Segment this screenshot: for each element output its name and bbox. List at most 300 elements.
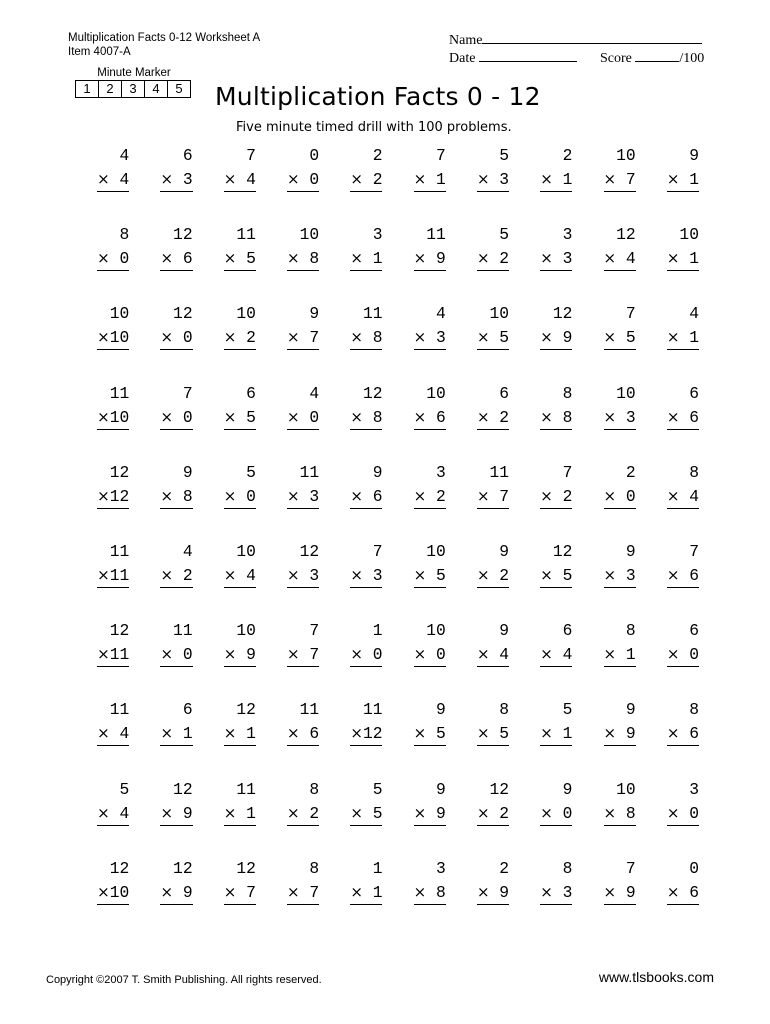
multiplicand: 12 xyxy=(236,858,256,878)
multiplier-line xyxy=(667,486,699,509)
problem xyxy=(511,780,574,859)
problem-row xyxy=(68,780,701,859)
problem xyxy=(574,463,637,542)
multiplier-line xyxy=(477,565,509,588)
times-sign: × xyxy=(540,328,553,347)
problem xyxy=(68,859,131,938)
times-sign: × xyxy=(97,249,110,268)
problem xyxy=(68,463,131,542)
multiplier: 1 xyxy=(562,724,573,744)
multiplier: 4 xyxy=(246,565,256,585)
problem xyxy=(638,304,701,383)
multiplicand: 7 xyxy=(182,383,193,403)
multiplier: 9 xyxy=(182,803,193,823)
times-sign: × xyxy=(97,645,110,664)
problem xyxy=(131,225,194,304)
name-label: Name xyxy=(449,33,483,48)
problem xyxy=(321,542,384,621)
problem xyxy=(131,542,194,621)
problem xyxy=(258,859,321,938)
times-sign: × xyxy=(223,486,237,505)
multiplier-line xyxy=(224,644,256,667)
multiplier-line xyxy=(604,882,636,905)
multiplier-line xyxy=(350,327,382,350)
times-sign: × xyxy=(476,407,490,426)
times-sign: × xyxy=(223,882,237,901)
problem xyxy=(448,780,511,859)
multiplicand: 12 xyxy=(173,225,193,245)
date-field[interactable] xyxy=(479,49,577,62)
multiplier-line xyxy=(667,169,699,192)
problem xyxy=(384,225,447,304)
multiplier: 3 xyxy=(562,249,573,269)
times-sign: × xyxy=(160,486,174,505)
multiplier: 0 xyxy=(372,645,383,665)
times-sign: × xyxy=(350,882,363,901)
times-sign: × xyxy=(666,486,680,505)
multiplier-line xyxy=(224,248,256,271)
times-sign: × xyxy=(540,645,553,664)
multiplicand: 6 xyxy=(689,383,699,403)
multiplier-line xyxy=(224,486,256,509)
multiplicand: 11 xyxy=(173,621,193,641)
times-sign: × xyxy=(476,565,490,584)
minute-marker-cell[interactable]: 5 xyxy=(167,81,190,97)
multiplier: 2 xyxy=(562,486,573,506)
problem xyxy=(448,225,511,304)
multiplier-line xyxy=(287,882,319,905)
times-sign: × xyxy=(476,803,490,822)
multiplier: 1 xyxy=(689,249,699,269)
times-sign: × xyxy=(666,407,680,426)
minute-marker-cell[interactable]: 1 xyxy=(83,81,91,96)
multiplier-line xyxy=(287,327,319,350)
multiplier-line xyxy=(604,327,636,350)
multiplier-line xyxy=(477,407,509,430)
multiplier: 1 xyxy=(625,645,636,665)
multiplicand: 5 xyxy=(119,779,130,799)
problem xyxy=(511,700,574,779)
multiplicand: 11 xyxy=(489,462,510,482)
student-info xyxy=(449,31,704,67)
times-sign: × xyxy=(666,882,680,901)
minute-marker-boxes xyxy=(75,80,191,98)
multiplicand: 8 xyxy=(309,858,320,878)
problem xyxy=(511,146,574,225)
multiplicand: 6 xyxy=(689,621,699,641)
multiplier-line xyxy=(160,169,192,192)
times-sign: × xyxy=(287,407,300,426)
multiplier-line xyxy=(540,803,572,826)
minute-marker-cell[interactable]: 3 xyxy=(121,81,144,97)
problem xyxy=(195,542,258,621)
multiplier: 5 xyxy=(372,803,383,823)
multiplier-line xyxy=(97,882,129,905)
multiplier-line xyxy=(477,803,509,826)
times-sign: × xyxy=(413,724,427,743)
multiplicand: 2 xyxy=(625,462,636,482)
multiplier-line xyxy=(224,882,256,905)
times-sign: × xyxy=(287,645,300,664)
problem xyxy=(638,700,701,779)
multiplier: 0 xyxy=(119,249,130,269)
problem xyxy=(131,621,194,700)
multiplier: 5 xyxy=(562,565,573,585)
multiplier: 8 xyxy=(372,407,383,427)
problem xyxy=(131,700,194,779)
minute-marker-cell[interactable]: 4 xyxy=(144,81,167,97)
multiplicand: 7 xyxy=(562,462,573,482)
problem-row xyxy=(68,859,701,938)
multiplicand: 12 xyxy=(109,462,130,482)
multiplicand: 3 xyxy=(689,779,699,799)
name-field[interactable] xyxy=(482,31,702,44)
multiplier: 0 xyxy=(182,407,193,427)
multiplier: 2 xyxy=(246,328,256,348)
multiplier-line xyxy=(604,407,636,430)
multiplicand: 11 xyxy=(109,383,130,403)
multiplier-line xyxy=(414,407,446,430)
times-sign: × xyxy=(603,565,617,584)
problem xyxy=(574,780,637,859)
multiplier-line xyxy=(160,248,192,271)
problem xyxy=(574,621,637,700)
multiplicand: 12 xyxy=(299,541,320,561)
multiplier-line xyxy=(97,169,129,192)
multiplicand: 4 xyxy=(689,304,699,324)
multiplier-line xyxy=(604,644,636,667)
multiplier-line xyxy=(667,644,699,667)
times-sign: × xyxy=(540,407,553,426)
problem xyxy=(195,146,258,225)
multiplier: 3 xyxy=(625,565,636,585)
multiplicand: 11 xyxy=(299,462,320,482)
multiplier: 5 xyxy=(436,724,446,744)
times-sign: × xyxy=(97,803,110,822)
times-sign: × xyxy=(97,170,110,188)
times-sign: × xyxy=(540,803,553,822)
multiplier-line xyxy=(287,169,319,192)
problem xyxy=(638,780,701,859)
multiplicand: 3 xyxy=(436,462,446,482)
problem xyxy=(448,304,511,383)
problem xyxy=(511,304,574,383)
multiplier-line xyxy=(287,565,319,588)
times-sign: × xyxy=(540,882,553,901)
multiplier-line xyxy=(287,248,319,271)
times-sign: × xyxy=(287,803,300,822)
times-sign: × xyxy=(666,645,680,664)
multiplier-line xyxy=(97,565,129,588)
problem xyxy=(638,463,701,542)
problem xyxy=(131,780,194,859)
multiplier-line xyxy=(97,248,129,271)
times-sign: × xyxy=(223,249,237,268)
times-sign: × xyxy=(287,170,300,188)
multiplier-line xyxy=(287,803,319,826)
multiplicand: 12 xyxy=(109,621,130,641)
multiplier-line xyxy=(97,644,129,667)
multiplier-line xyxy=(160,723,192,746)
multiplier-line xyxy=(604,169,636,192)
multiplier-line xyxy=(160,565,192,588)
multiplicand: 11 xyxy=(426,225,446,245)
multiplier-line xyxy=(540,723,572,746)
times-sign: × xyxy=(603,170,617,188)
multiplier: 5 xyxy=(246,407,256,427)
score-total: /100 xyxy=(679,51,705,66)
multiplicand: 10 xyxy=(426,383,446,403)
minute-marker-cell[interactable]: 2 xyxy=(98,81,121,97)
multiplier: 0 xyxy=(246,486,256,506)
times-sign: × xyxy=(413,407,427,426)
multiplier-line xyxy=(414,723,446,746)
multiplier: 6 xyxy=(309,724,320,744)
multiplicand: 4 xyxy=(119,146,130,165)
problem xyxy=(321,384,384,463)
multiplier-line xyxy=(160,644,192,667)
multiplier: 3 xyxy=(436,328,446,348)
problem xyxy=(131,304,194,383)
multiplier: 9 xyxy=(436,249,446,269)
multiplier: 8 xyxy=(182,486,193,506)
multiplier: 4 xyxy=(119,170,130,189)
problem xyxy=(511,225,574,304)
times-sign: × xyxy=(97,724,110,743)
multiplier: 0 xyxy=(689,645,699,665)
multiplier: 7 xyxy=(309,645,320,665)
name-row xyxy=(449,31,704,49)
multiplier-line xyxy=(667,248,699,271)
times-sign: × xyxy=(350,407,363,426)
problem xyxy=(258,384,321,463)
times-sign: × xyxy=(160,724,174,743)
problem xyxy=(68,384,131,463)
multiplicand: 10 xyxy=(236,541,256,561)
multiplicand: 9 xyxy=(499,621,510,641)
multiplier: 5 xyxy=(436,565,446,585)
multiplier-line xyxy=(160,882,192,905)
multiplier-line xyxy=(414,882,446,905)
score-field[interactable] xyxy=(635,49,679,62)
times-sign: × xyxy=(603,407,617,426)
problem xyxy=(448,542,511,621)
multiplicand: 12 xyxy=(362,383,383,403)
multiplier: 2 xyxy=(436,486,446,506)
problem xyxy=(321,780,384,859)
problem xyxy=(258,146,321,225)
multiplicand: 10 xyxy=(236,304,256,324)
problem xyxy=(384,463,447,542)
problem xyxy=(448,384,511,463)
times-sign: × xyxy=(413,486,427,505)
multiplier: 5 xyxy=(499,328,510,348)
times-sign: × xyxy=(540,249,553,268)
page-title: Multiplication Facts 0 - 12 xyxy=(215,82,541,111)
multiplier: 11 xyxy=(109,645,130,665)
problem xyxy=(68,225,131,304)
times-sign: × xyxy=(603,328,617,347)
problem xyxy=(448,463,511,542)
multiplicand: 9 xyxy=(562,779,573,799)
multiplier: 3 xyxy=(182,170,193,189)
website-link[interactable]: www.tlsbooks.com xyxy=(598,969,714,985)
multiplier-line xyxy=(540,644,572,667)
times-sign: × xyxy=(476,645,490,664)
problem xyxy=(258,780,321,859)
multiplier-line xyxy=(160,486,192,509)
multiplier: 8 xyxy=(436,882,446,902)
multiplicand: 6 xyxy=(182,146,193,165)
multiplier: 8 xyxy=(625,803,636,823)
multiplier: 9 xyxy=(562,328,573,348)
multiplicand: 10 xyxy=(299,225,320,245)
times-sign: × xyxy=(160,645,174,664)
problem xyxy=(68,700,131,779)
times-sign: × xyxy=(603,724,617,743)
multiplicand: 10 xyxy=(236,621,256,641)
problem xyxy=(321,859,384,938)
times-sign: × xyxy=(540,565,553,584)
problem xyxy=(574,225,637,304)
problem xyxy=(258,225,321,304)
problem xyxy=(321,700,384,779)
multiplier: 1 xyxy=(372,882,383,902)
multiplier-line xyxy=(350,486,382,509)
times-sign: × xyxy=(160,565,174,584)
multiplicand: 5 xyxy=(246,462,256,482)
problem-row xyxy=(68,146,701,225)
multiplicand: 4 xyxy=(436,304,446,324)
multiplier: 1 xyxy=(562,170,573,189)
multiplier-line xyxy=(667,882,699,905)
multiplicand: 12 xyxy=(173,304,193,324)
times-sign: × xyxy=(287,565,300,584)
multiplier-line xyxy=(540,486,572,509)
multiplicand: 10 xyxy=(616,383,636,403)
times-sign: × xyxy=(476,724,490,743)
multiplier: 5 xyxy=(625,328,636,348)
multiplier-line xyxy=(540,882,572,905)
problem-row xyxy=(68,225,701,304)
multiplier: 10 xyxy=(109,407,130,427)
multiplier: 9 xyxy=(625,882,636,902)
multiplier: 2 xyxy=(372,170,383,189)
times-sign: × xyxy=(160,328,174,347)
times-sign: × xyxy=(540,170,553,188)
multiplicand: 3 xyxy=(562,225,573,245)
multiplier-line xyxy=(414,248,446,271)
multiplier-line xyxy=(224,327,256,350)
multiplier: 0 xyxy=(182,645,193,665)
multiplier-line xyxy=(477,169,509,192)
times-sign: × xyxy=(666,724,680,743)
multiplicand: 11 xyxy=(362,700,383,720)
problem xyxy=(384,304,447,383)
multiplier: 9 xyxy=(625,724,636,744)
problem xyxy=(384,700,447,779)
times-sign: × xyxy=(97,328,110,347)
multiplier-line xyxy=(160,803,192,826)
multiplier: 6 xyxy=(182,249,193,269)
multiplicand: 4 xyxy=(182,541,193,561)
multiplicand: 5 xyxy=(499,146,510,165)
problem xyxy=(638,384,701,463)
times-sign: × xyxy=(413,803,427,822)
times-sign: × xyxy=(413,565,427,584)
multiplicand: 10 xyxy=(679,225,699,245)
times-sign: × xyxy=(603,803,617,822)
multiplicand: 9 xyxy=(625,541,636,561)
multiplicand: 11 xyxy=(236,225,256,245)
multiplicand: 5 xyxy=(372,779,383,799)
multiplier: 4 xyxy=(499,645,510,665)
multiplier: 1 xyxy=(182,724,193,744)
problem xyxy=(68,780,131,859)
multiplicand: 11 xyxy=(109,541,130,561)
multiplier-line xyxy=(540,407,572,430)
multiplicand: 12 xyxy=(173,858,193,878)
copyright-notice: Copyright ©2007 T. Smith Publishing. All rights reserved. xyxy=(46,974,322,986)
problem xyxy=(321,146,384,225)
times-sign: × xyxy=(97,565,110,584)
worksheet-header xyxy=(68,31,260,59)
multiplier-line xyxy=(477,723,509,746)
multiplier-line xyxy=(604,565,636,588)
multiplier: 4 xyxy=(562,645,573,665)
multiplicand: 10 xyxy=(109,304,130,324)
times-sign: × xyxy=(350,486,363,505)
problem xyxy=(638,621,701,700)
multiplier-line xyxy=(97,327,129,350)
multiplier-line xyxy=(414,803,446,826)
multiplier: 0 xyxy=(625,486,636,506)
multiplier-line xyxy=(667,803,699,826)
problem xyxy=(258,463,321,542)
multiplier: 2 xyxy=(182,565,193,585)
multiplicand: 8 xyxy=(499,700,510,720)
times-sign: × xyxy=(476,170,490,188)
times-sign: × xyxy=(603,249,617,268)
multiplicand: 10 xyxy=(616,779,636,799)
multiplier-line xyxy=(477,327,509,350)
problem xyxy=(638,146,701,225)
times-sign: × xyxy=(603,645,617,664)
problem xyxy=(131,463,194,542)
multiplier: 7 xyxy=(499,486,510,506)
multiplier: 6 xyxy=(436,407,446,427)
multiplicand: 8 xyxy=(562,383,573,403)
problem-row xyxy=(68,384,701,463)
times-sign: × xyxy=(666,803,680,822)
multiplier: 4 xyxy=(246,170,256,189)
problem xyxy=(68,304,131,383)
multiplier-line xyxy=(350,644,382,667)
times-sign: × xyxy=(413,249,427,268)
minute-marker-label: Minute Marker xyxy=(97,67,171,79)
multiplicand: 2 xyxy=(562,146,573,165)
times-sign: × xyxy=(666,565,680,584)
multiplicand: 5 xyxy=(562,700,573,720)
multiplicand: 6 xyxy=(182,700,193,720)
multiplicand: 12 xyxy=(552,541,573,561)
multiplier-line xyxy=(350,882,382,905)
multiplier: 4 xyxy=(625,249,636,269)
multiplicand: 6 xyxy=(562,621,573,641)
times-sign: × xyxy=(413,645,427,664)
multiplier: 7 xyxy=(246,882,256,902)
times-sign: × xyxy=(223,407,237,426)
